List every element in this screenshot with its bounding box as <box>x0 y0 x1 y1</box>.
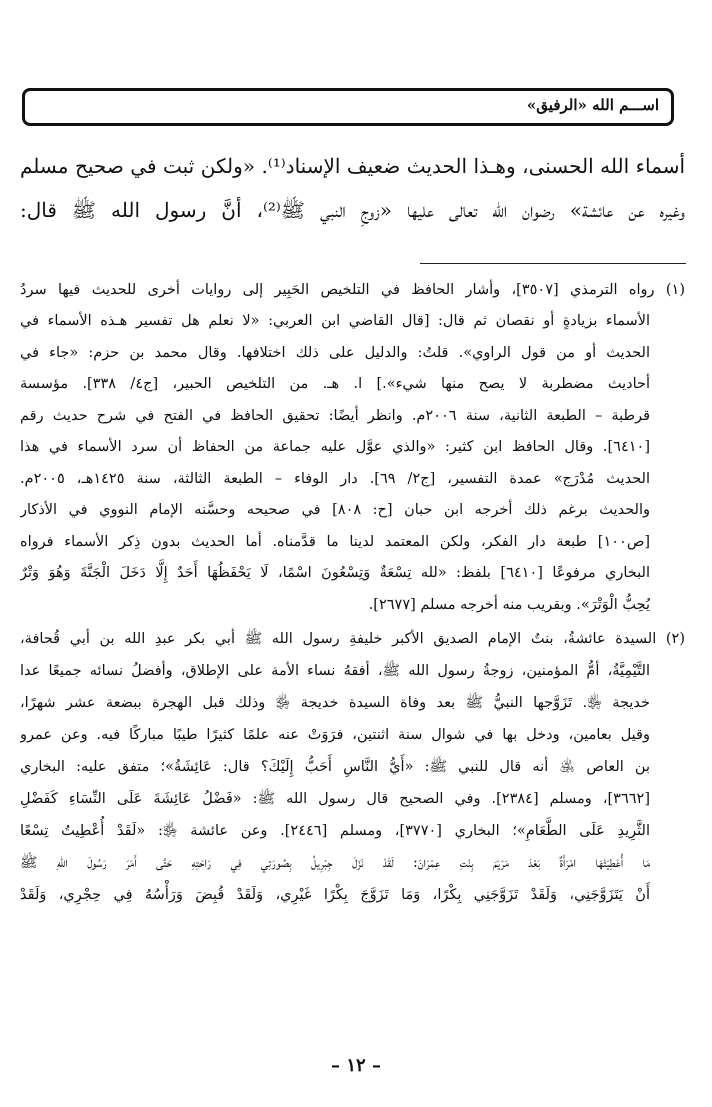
footnote-divider <box>420 263 686 264</box>
footnote-1-line-4: أحاديث مضطربة لا يصح منها شيء».] ا. هـ. من التلخيص الحبير، [ج٤/ ٣٣٨]. مؤسسة <box>20 376 650 392</box>
footnote-1-line-2: الأسماء بزيادةٍ أو نقصان ثم قال: [قال القاضي ابن العربي: «لا نعلم هل تفسير هـذه الأسماء في <box>20 313 650 329</box>
footnote-2-line-5: بن العاص ﵁ أنه قال للنبي ﷺ: «أَيُّ النَّاسِ أَحَبُّ إِلَيْكَ؟ قال: عَائِشَةُ»؛ متفق عليه: البخاري <box>20 759 650 775</box>
footnote-1-line-9: [ص١٠٠] طبعة دار الفكر، ولكن المعتمد لدينا ما قدَّمناه. أما الحديث بدون ذِكر الأسماء فرواه <box>20 534 650 550</box>
footnote-2-line-3: خديجة ﵂. تَزَوَّجها النبيُّ ﷺ بعد وفاة السيدة خديجة ﵂ وذلك قبل الهجرة ببضعة عشر شهرًا، <box>20 695 650 711</box>
footnote-1-line-6: [٦٤١٠]. وقال الحافظ ابن كثير: «والذي عوَّل عليه جماعة من الحفاظ أن سرد الأسماء في هذا <box>20 439 650 455</box>
footnote-1-line-3: الحديث أو من قول الراوي». قلتُ: والدليل على ذلك اختلافها. وقال محمد بن حزم: «جاء في <box>20 345 650 361</box>
footnote-1-line-5: قرطبة – الطبعة الثانية، سنة ٢٠٠٦م. وانظر أيضًا: تحقيق الحافظ في الفتح في شرح حديث رقم <box>20 408 650 424</box>
footnote-1-line-11: يُحِبُّ الْوَتْرَ». وبقريب منه أخرجه مسلم [٢٦٧٧]. <box>368 597 650 613</box>
footnote-2-line-7: الثَّرِيدِ عَلَى الطَّعَامِ»؛ البخاري [٣٧٧٠]، ومسلم [٢٤٤٦]. وعن عائشة ﵂: «لَقَدْ أُعْطِيتُ تِسْعًا <box>20 823 650 839</box>
footnote-2-line-6: [٣٦٦٢]، ومسلم [٢٣٨٤]. وفي الصحيح قال رسول الله ﷺ: «فَضْلُ عَائِشَةَ عَلَى النِّسَاءِ كَفَضْلِ <box>20 791 650 807</box>
footnote-1-line-10: البخاري مرفوعًا [٦٤١٠] بلفظ: «لله تِسْعَةٌ وَتِسْعُونَ اسْمًا، لَا يَحْفَظُهَا أَحَدٌ إِلَّا دَخَلَ الْجَنَّةَ وَهُوَ وَتْرٌ <box>20 565 650 581</box>
main-text-line-1: أسماء الله الحسنى، وهـذا الحديث ضعيف الإسناد⁽¹⁾. «ولكن ثبت في صحيح مسلم <box>20 154 685 178</box>
main-text-line-2: وغيره عن عائشة» رضوان الله تعالى عليها «زوجِ النبي ﷺ⁽²⁾، أنَّ رسول الله ﷺ قال: <box>20 198 685 222</box>
footnote-1-line-8: والحديث برغم ذلك أخرجه ابن حبان [ح: ٨٠٨] في صحيحه وحسَّنه الإمام النووي في الأذكار <box>20 502 650 518</box>
chapter-title: اســـم الله «الرفيق» <box>526 96 659 114</box>
footnote-2-line-1: (٢) السيدة عائشةُ، بنتُ الإمام الصديق الأكبر خليفةِ رسول الله ﷺ أبي بكر عبدِ الله بن أبي قُحافة، <box>20 631 685 647</box>
footnote-1-line-7: الحديث مُدْرَج» عمدة التفسير، [ج٢/ ٦٩]. دار الوفاء – الطبعة الثالثة، سنة ١٤٢٥هـ، ٢٠٠٥م. <box>20 471 650 487</box>
footnote-2-line-4: وقيل بعامين، ودخل بها في شوال سنة اثنتين، فرَوَتْ عنه علمًا كثيرًا طيبًا مباركًا فيه. وعن عمرو <box>20 727 650 743</box>
footnote-2-line-8: مَا أُعْطِيَتْهَا امْرَأَةٌ بَعْدَ مَرْيَمَ بِنْتِ عِمْرَانَ: لَقَدْ نَزَلَ جِبْرِيلُ بِصُورَتِي فِي رَاحَتِهِ حَتَّى أَمَرَ رَسُولَ اللهِ ﷺ <box>20 855 650 871</box>
footnote-2-line-9: أَنْ يَتَزَوَّجَنِي، وَلَقَدْ تَزَوَّجَنِي بِكْرًا، وَمَا تَزَوَّجَ بِكْرًا غَيْرِي، وَلَقَدْ قُبِضَ وَرَأْسُهُ فِي حِجْرِي، وَلَقَدْ <box>20 887 650 903</box>
footnote-2-line-2: التَّيْمِيَّةُ، أمُّ المؤمنين، زوجةُ رسول الله ﷺ، أفقهُ نساء الأمة على الإطلاق، وأفضلُ نسائه جميعًا عدا <box>20 663 650 679</box>
footnote-1-line-1: (١) رواه الترمذي [٣٥٠٧]، وأشار الحافظ في التلخيص الحَبِير إلى روايات أخرى للحديث فيها سردُ <box>20 282 685 298</box>
running-header <box>22 88 674 126</box>
page-number: – ١٢ – <box>331 1055 381 1076</box>
